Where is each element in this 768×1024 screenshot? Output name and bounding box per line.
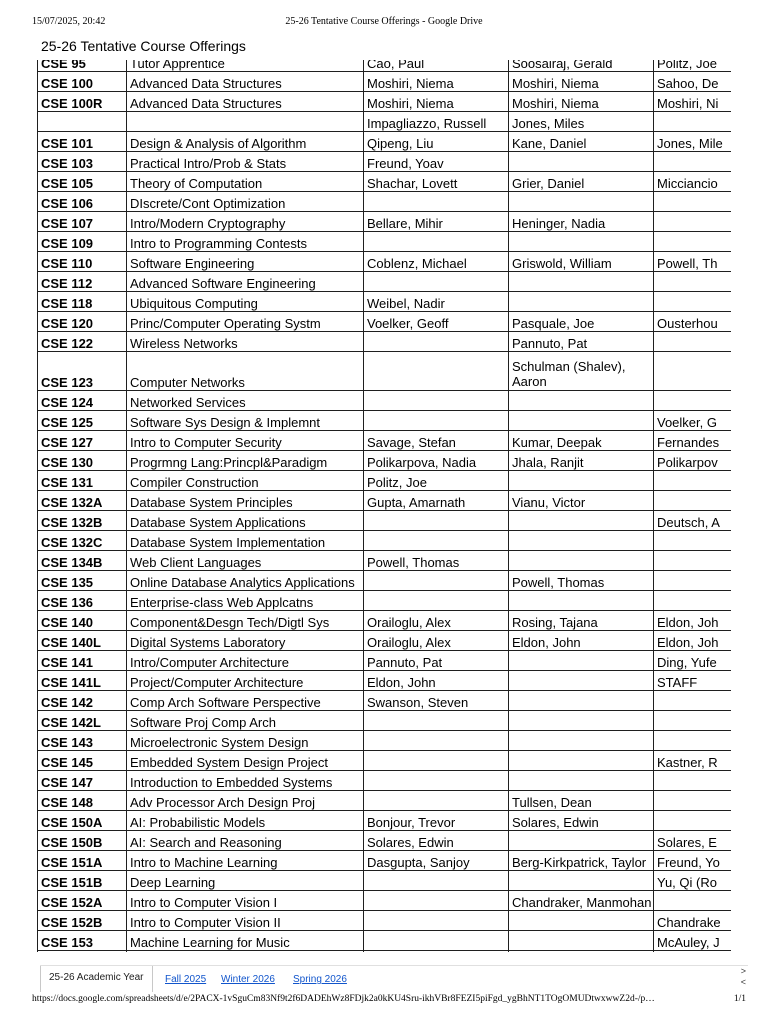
- table-row: [38, 232, 732, 252]
- instructor-cell: Soosairaj, Gerald: [509, 60, 654, 72]
- course-title-cell: Intro to Computer Vision II: [127, 911, 364, 931]
- course-title-cell: Web Client Languages: [127, 551, 364, 571]
- instructor-cell: [654, 152, 732, 172]
- instructor-cell: [654, 112, 732, 132]
- instructor-cell: Solares, E: [654, 831, 732, 851]
- instructor-cell: [509, 192, 654, 212]
- course-title-cell: Tutor Apprentice: [127, 60, 364, 72]
- course-code-cell: CSE 140: [38, 611, 127, 631]
- table-row: [38, 252, 732, 272]
- instructor-cell: [364, 951, 509, 953]
- course-code-cell: CSE 143: [38, 731, 127, 751]
- course-title-cell: Embedded System Design Project: [127, 751, 364, 771]
- instructor-cell: [509, 531, 654, 551]
- instructor-cell: [654, 192, 732, 212]
- course-title-cell: AI: Search and Reasoning: [127, 831, 364, 851]
- instructor-cell: Powell, Thomas: [364, 551, 509, 571]
- instructor-cell: Kastner, R: [654, 751, 732, 771]
- course-code-cell: CSE 145: [38, 751, 127, 771]
- course-code-cell: [38, 112, 127, 132]
- course-title-cell: DIscrete/Cont Optimization: [127, 192, 364, 212]
- instructor-cell: Freund, Yoav: [364, 152, 509, 172]
- table-row: [38, 60, 732, 72]
- course-code-cell: CSE 153: [38, 931, 127, 951]
- table-row: [38, 451, 732, 471]
- instructor-cell: Moshiri, Niema: [364, 92, 509, 112]
- course-code-cell: CSE 105: [38, 172, 127, 192]
- course-code-cell: CSE 110: [38, 252, 127, 272]
- course-title-cell: Database System Applications: [127, 511, 364, 531]
- instructor-cell: Orailoglu, Alex: [364, 611, 509, 631]
- instructor-cell: Moshiri, Niema: [509, 72, 654, 92]
- print-page-number: 1/1: [733, 994, 746, 1004]
- course-code-cell: CSE 132B: [38, 511, 127, 531]
- table-row: [38, 132, 732, 152]
- course-title-cell: Enterprise-class Web Applcatns: [127, 591, 364, 611]
- instructor-cell: Swanson, Steven: [364, 691, 509, 711]
- table-row: [38, 471, 732, 491]
- print-header: [32, 16, 736, 30]
- instructor-cell: [509, 751, 654, 771]
- table-row: [38, 751, 732, 771]
- instructor-cell: [509, 272, 654, 292]
- instructor-cell: [654, 731, 732, 751]
- instructor-cell: Pasquale, Joe: [509, 312, 654, 332]
- instructor-cell: Griswold, William: [509, 252, 654, 272]
- course-code-cell: CSE 109: [38, 232, 127, 252]
- instructor-cell: Moshiri, Niema: [509, 92, 654, 112]
- course-title-cell: Practical Intro/Prob & Stats: [127, 152, 364, 172]
- instructor-cell: [364, 871, 509, 891]
- instructor-cell: [509, 871, 654, 891]
- table-row: [38, 851, 732, 871]
- course-title-cell: Advanced Software Engineering: [127, 272, 364, 292]
- instructor-cell: [654, 951, 732, 953]
- instructor-cell: [509, 411, 654, 431]
- instructor-cell: [654, 232, 732, 252]
- table-row: [38, 931, 732, 951]
- course-title-cell: Intro/Computer Architecture: [127, 651, 364, 671]
- instructor-cell: [364, 232, 509, 252]
- instructor-cell: [654, 771, 732, 791]
- instructor-cell: Powell, Th: [654, 252, 732, 272]
- instructor-cell: [654, 811, 732, 831]
- table-row: [38, 891, 732, 911]
- course-title-cell: Intro to Computer Vision I: [127, 891, 364, 911]
- instructor-cell: Tullsen, Dean: [509, 791, 654, 811]
- instructor-cell: [364, 571, 509, 591]
- course-code-cell: CSE 131: [38, 471, 127, 491]
- course-code-cell: CSE 112: [38, 272, 127, 292]
- course-code-cell: CSE 142: [38, 691, 127, 711]
- instructor-cell: [364, 591, 509, 611]
- instructor-cell: [509, 951, 654, 953]
- instructor-cell: Grier, Daniel: [509, 172, 654, 192]
- course-code-cell: CSE 95: [38, 60, 127, 72]
- instructor-cell: Moshiri, Ni: [654, 92, 732, 112]
- table-row: [38, 391, 732, 411]
- table-row: [38, 591, 732, 611]
- instructor-cell: Chandraker, Manmohan: [509, 891, 654, 911]
- course-title-cell: Intro to Computer Security: [127, 431, 364, 451]
- instructor-cell: Sahoo, De: [654, 72, 732, 92]
- instructor-cell: [654, 711, 732, 731]
- instructor-cell: [509, 931, 654, 951]
- instructor-cell: Shachar, Lovett: [364, 172, 509, 192]
- instructor-cell: [654, 551, 732, 571]
- course-title-cell: Intro to Machine Learning: [127, 851, 364, 871]
- course-title-cell: [127, 951, 364, 953]
- course-title-cell: Networked Services: [127, 391, 364, 411]
- course-code-cell: CSE 123: [38, 352, 127, 391]
- instructor-cell: [509, 232, 654, 252]
- instructor-cell: [509, 551, 654, 571]
- table-row: [38, 711, 732, 731]
- instructor-cell: Solares, Edwin: [364, 831, 509, 851]
- instructor-cell: [364, 332, 509, 352]
- sheet-nav-arrows: [741, 966, 746, 988]
- instructor-cell: Politz, Joe: [364, 471, 509, 491]
- instructor-cell: [654, 531, 732, 551]
- sheet-tab-winter-2026[interactable]: Winter 2026: [221, 974, 275, 985]
- instructor-cell: Orailoglu, Alex: [364, 631, 509, 651]
- instructor-cell: [364, 931, 509, 951]
- course-title-cell: Compiler Construction: [127, 471, 364, 491]
- table-row: [38, 911, 732, 931]
- course-title-cell: Machine Learning for Music: [127, 931, 364, 951]
- course-code-cell: CSE 106: [38, 192, 127, 212]
- instructor-cell: [654, 591, 732, 611]
- instructor-cell: [654, 292, 732, 312]
- course-code-cell: CSE 130: [38, 451, 127, 471]
- instructor-cell: Qipeng, Liu: [364, 132, 509, 152]
- sheet-title: 25-26 Tentative Course Offerings: [41, 38, 246, 54]
- table-row: [38, 551, 732, 571]
- course-code-cell: CSE 127: [38, 431, 127, 451]
- instructor-cell: Coblenz, Michael: [364, 252, 509, 272]
- instructor-cell: [509, 292, 654, 312]
- course-code-cell: CSE 150B: [38, 831, 127, 851]
- instructor-cell: Vianu, Victor: [509, 491, 654, 511]
- table-row: [38, 651, 732, 671]
- instructor-cell: [364, 192, 509, 212]
- instructor-cell: Eldon, Joh: [654, 631, 732, 651]
- instructor-cell: [654, 212, 732, 232]
- course-title-cell: Project/Computer Architecture: [127, 671, 364, 691]
- instructor-cell: Cao, Paul: [364, 60, 509, 72]
- course-title-cell: Database System Implementation: [127, 531, 364, 551]
- instructor-cell: [364, 352, 509, 391]
- table-row: [38, 352, 732, 391]
- instructor-cell: Jones, Miles: [509, 112, 654, 132]
- course-code-cell: CSE 118: [38, 292, 127, 312]
- instructor-cell: [364, 911, 509, 931]
- instructor-cell: Impagliazzo, Russell: [364, 112, 509, 132]
- instructor-cell: Voelker, G: [654, 411, 732, 431]
- instructor-cell: [364, 511, 509, 531]
- course-title-cell: Microelectronic System Design: [127, 731, 364, 751]
- instructor-cell: [364, 731, 509, 751]
- course-code-cell: CSE 134B: [38, 551, 127, 571]
- instructor-cell: [509, 771, 654, 791]
- instructor-cell: [364, 751, 509, 771]
- instructor-cell: [654, 391, 732, 411]
- instructor-cell: Deutsch, A: [654, 511, 732, 531]
- instructor-cell: [654, 352, 732, 391]
- course-code-cell: CSE 152B: [38, 911, 127, 931]
- instructor-cell: Berg-Kirkpatrick, Taylor: [509, 851, 654, 871]
- course-title-cell: Intro to Programming Contests: [127, 232, 364, 252]
- instructor-cell: Schulman (Shalev), Aaron: [509, 352, 654, 391]
- table-row: [38, 871, 732, 891]
- course-code-cell: CSE 151A: [38, 851, 127, 871]
- instructor-cell: Gupta, Amarnath: [364, 491, 509, 511]
- course-code-cell: CSE 120: [38, 312, 127, 332]
- instructor-cell: Voelker, Geoff: [364, 312, 509, 332]
- table-row: [38, 312, 732, 332]
- table-row: [38, 431, 732, 451]
- course-title-cell: AI: Probabilistic Models: [127, 811, 364, 831]
- course-title-cell: Ubiquitous Computing: [127, 292, 364, 312]
- table-row: [38, 172, 732, 192]
- course-code-cell: CSE 107: [38, 212, 127, 232]
- instructor-cell: Eldon, John: [509, 631, 654, 651]
- instructor-cell: STAFF: [654, 671, 732, 691]
- table-row: [38, 811, 732, 831]
- instructor-cell: [364, 391, 509, 411]
- course-title-cell: Intro/Modern Cryptography: [127, 212, 364, 232]
- table-row: [38, 112, 732, 132]
- course-title-cell: [127, 112, 364, 132]
- course-title-cell: Theory of Computation: [127, 172, 364, 192]
- instructor-cell: [364, 531, 509, 551]
- instructor-cell: Solares, Edwin: [509, 811, 654, 831]
- table-row: [38, 671, 732, 691]
- table-row: [38, 411, 732, 431]
- instructor-cell: [654, 571, 732, 591]
- instructor-cell: [509, 831, 654, 851]
- instructor-cell: Polikarpova, Nadia: [364, 451, 509, 471]
- course-code-cell: CSE 136: [38, 591, 127, 611]
- instructor-cell: [654, 791, 732, 811]
- sheet-tab-current[interactable]: 25-26 Academic Year: [40, 966, 153, 992]
- course-code-cell: CSE 125: [38, 411, 127, 431]
- instructor-cell: Jhala, Ranjit: [509, 451, 654, 471]
- instructor-cell: Rosing, Tajana: [509, 611, 654, 631]
- course-title-cell: Comp Arch Software Perspective: [127, 691, 364, 711]
- instructor-cell: Savage, Stefan: [364, 431, 509, 451]
- course-table: [37, 60, 731, 952]
- instructor-cell: [654, 332, 732, 352]
- table-row: [38, 332, 732, 352]
- course-title-cell: Digital Systems Laboratory: [127, 631, 364, 651]
- table-row: [38, 831, 732, 851]
- table-row: [38, 611, 732, 631]
- table-row: [38, 272, 732, 292]
- instructor-cell: Ding, Yufe: [654, 651, 732, 671]
- instructor-cell: Weibel, Nadir: [364, 292, 509, 312]
- prev-sheet-icon[interactable]: <: [740, 977, 746, 987]
- table-row: [38, 292, 732, 312]
- print-timestamp: 15/07/2025, 20:42: [32, 16, 106, 27]
- instructor-cell: [364, 411, 509, 431]
- course-code-cell: CSE 141L: [38, 671, 127, 691]
- instructor-cell: Dasgupta, Sanjoy: [364, 851, 509, 871]
- instructor-cell: Moshiri, Niema: [364, 72, 509, 92]
- course-code-cell: [38, 951, 127, 953]
- instructor-cell: [509, 691, 654, 711]
- table-row: [38, 631, 732, 651]
- instructor-cell: Kumar, Deepak: [509, 431, 654, 451]
- course-title-cell: Wireless Networks: [127, 332, 364, 352]
- instructor-cell: [509, 731, 654, 751]
- course-title-cell: Computer Networks: [127, 352, 364, 391]
- instructor-cell: McAuley, J: [654, 931, 732, 951]
- instructor-cell: Kane, Daniel: [509, 132, 654, 152]
- course-code-cell: CSE 147: [38, 771, 127, 791]
- course-code-cell: CSE 100: [38, 72, 127, 92]
- table-row: [38, 691, 732, 711]
- course-title-cell: Software Proj Comp Arch: [127, 711, 364, 731]
- course-title-cell: Introduction to Embedded Systems: [127, 771, 364, 791]
- instructor-cell: Pannuto, Pat: [509, 332, 654, 352]
- instructor-cell: Heninger, Nadia: [509, 212, 654, 232]
- table-row: [38, 491, 732, 511]
- course-code-cell: CSE 100R: [38, 92, 127, 112]
- instructor-cell: Powell, Thomas: [509, 571, 654, 591]
- instructor-cell: [654, 272, 732, 292]
- spreadsheet-grid: [37, 60, 731, 952]
- sheet-tab-bar: [40, 965, 748, 992]
- table-row: [38, 791, 732, 811]
- table-row: [38, 531, 732, 551]
- course-title-cell: Software Sys Design & Implemnt: [127, 411, 364, 431]
- instructor-cell: [364, 771, 509, 791]
- table-row: [38, 92, 732, 112]
- instructor-cell: [654, 691, 732, 711]
- instructor-cell: Eldon, Joh: [654, 611, 732, 631]
- course-title-cell: Advanced Data Structures: [127, 92, 364, 112]
- instructor-cell: Pannuto, Pat: [364, 651, 509, 671]
- table-row: [38, 951, 732, 953]
- instructor-cell: [364, 891, 509, 911]
- print-footer: [32, 994, 746, 1008]
- course-title-cell: Software Engineering: [127, 252, 364, 272]
- instructor-cell: Polikarpov: [654, 451, 732, 471]
- course-code-cell: CSE 135: [38, 571, 127, 591]
- instructor-cell: Chandrake: [654, 911, 732, 931]
- instructor-cell: [509, 711, 654, 731]
- instructor-cell: Micciancio: [654, 172, 732, 192]
- course-code-cell: CSE 141: [38, 651, 127, 671]
- sheet-tab-fall-2025[interactable]: Fall 2025: [165, 974, 207, 985]
- table-row: [38, 212, 732, 232]
- instructor-cell: [509, 671, 654, 691]
- instructor-cell: Bonjour, Trevor: [364, 811, 509, 831]
- instructor-cell: Freund, Yo: [654, 851, 732, 871]
- table-row: [38, 511, 732, 531]
- instructor-cell: [364, 711, 509, 731]
- course-code-cell: CSE 101: [38, 132, 127, 152]
- course-code-cell: CSE 122: [38, 332, 127, 352]
- course-code-cell: CSE 132C: [38, 531, 127, 551]
- instructor-cell: Yu, Qi (Ro: [654, 871, 732, 891]
- instructor-cell: [509, 591, 654, 611]
- course-code-cell: CSE 142L: [38, 711, 127, 731]
- instructor-cell: Politz, Joe: [654, 60, 732, 72]
- instructor-cell: [654, 491, 732, 511]
- course-code-cell: CSE 124: [38, 391, 127, 411]
- instructor-cell: Eldon, John: [364, 671, 509, 691]
- instructor-cell: Ousterhou: [654, 312, 732, 332]
- course-code-cell: CSE 148: [38, 791, 127, 811]
- course-code-cell: CSE 132A: [38, 491, 127, 511]
- table-row: [38, 571, 732, 591]
- course-title-cell: Advanced Data Structures: [127, 72, 364, 92]
- instructor-cell: [509, 651, 654, 671]
- course-code-cell: CSE 150A: [38, 811, 127, 831]
- course-title-cell: Database System Principles: [127, 491, 364, 511]
- instructor-cell: Bellare, Mihir: [364, 212, 509, 232]
- table-row: [38, 771, 732, 791]
- course-title-cell: Deep Learning: [127, 871, 364, 891]
- course-title-cell: Online Database Analytics Applications: [127, 571, 364, 591]
- next-sheet-icon[interactable]: >: [740, 966, 746, 976]
- table-row: [38, 192, 732, 212]
- instructor-cell: Jones, Mile: [654, 132, 732, 152]
- table-row: [38, 152, 732, 172]
- instructor-cell: [654, 471, 732, 491]
- instructor-cell: [509, 511, 654, 531]
- course-title-cell: Adv Processor Arch Design Proj: [127, 791, 364, 811]
- instructor-cell: [509, 911, 654, 931]
- course-title-cell: Princ/Computer Operating Systm: [127, 312, 364, 332]
- table-row: [38, 731, 732, 751]
- instructor-cell: [509, 471, 654, 491]
- course-title-cell: Component&Desgn Tech/Digtl Sys: [127, 611, 364, 631]
- instructor-cell: [509, 152, 654, 172]
- course-code-cell: CSE 151B: [38, 871, 127, 891]
- course-code-cell: CSE 103: [38, 152, 127, 172]
- instructor-cell: [364, 791, 509, 811]
- instructor-cell: [509, 391, 654, 411]
- sheet-tab-spring-2026[interactable]: Spring 2026: [293, 974, 347, 985]
- print-page-title: 25-26 Tentative Course Offerings - Google Drive: [285, 16, 483, 27]
- print-url: https://docs.google.com/spreadsheets/d/e/2PACX-1vSguCm83Nf9t2f6DADEhWz8FDjk2a0kKU4Sru-ikhVBr8FEZI5piFgd_ygBhNT1TOgOMUDtwxwwZ2d-/p…: [32, 994, 655, 1004]
- instructor-cell: [654, 891, 732, 911]
- table-row: [38, 72, 732, 92]
- instructor-cell: [364, 272, 509, 292]
- course-code-cell: CSE 152A: [38, 891, 127, 911]
- instructor-cell: Fernandes: [654, 431, 732, 451]
- course-code-cell: CSE 140L: [38, 631, 127, 651]
- course-title-cell: Progrmng Lang:Princpl&Paradigm: [127, 451, 364, 471]
- course-title-cell: Design & Analysis of Algorithm: [127, 132, 364, 152]
